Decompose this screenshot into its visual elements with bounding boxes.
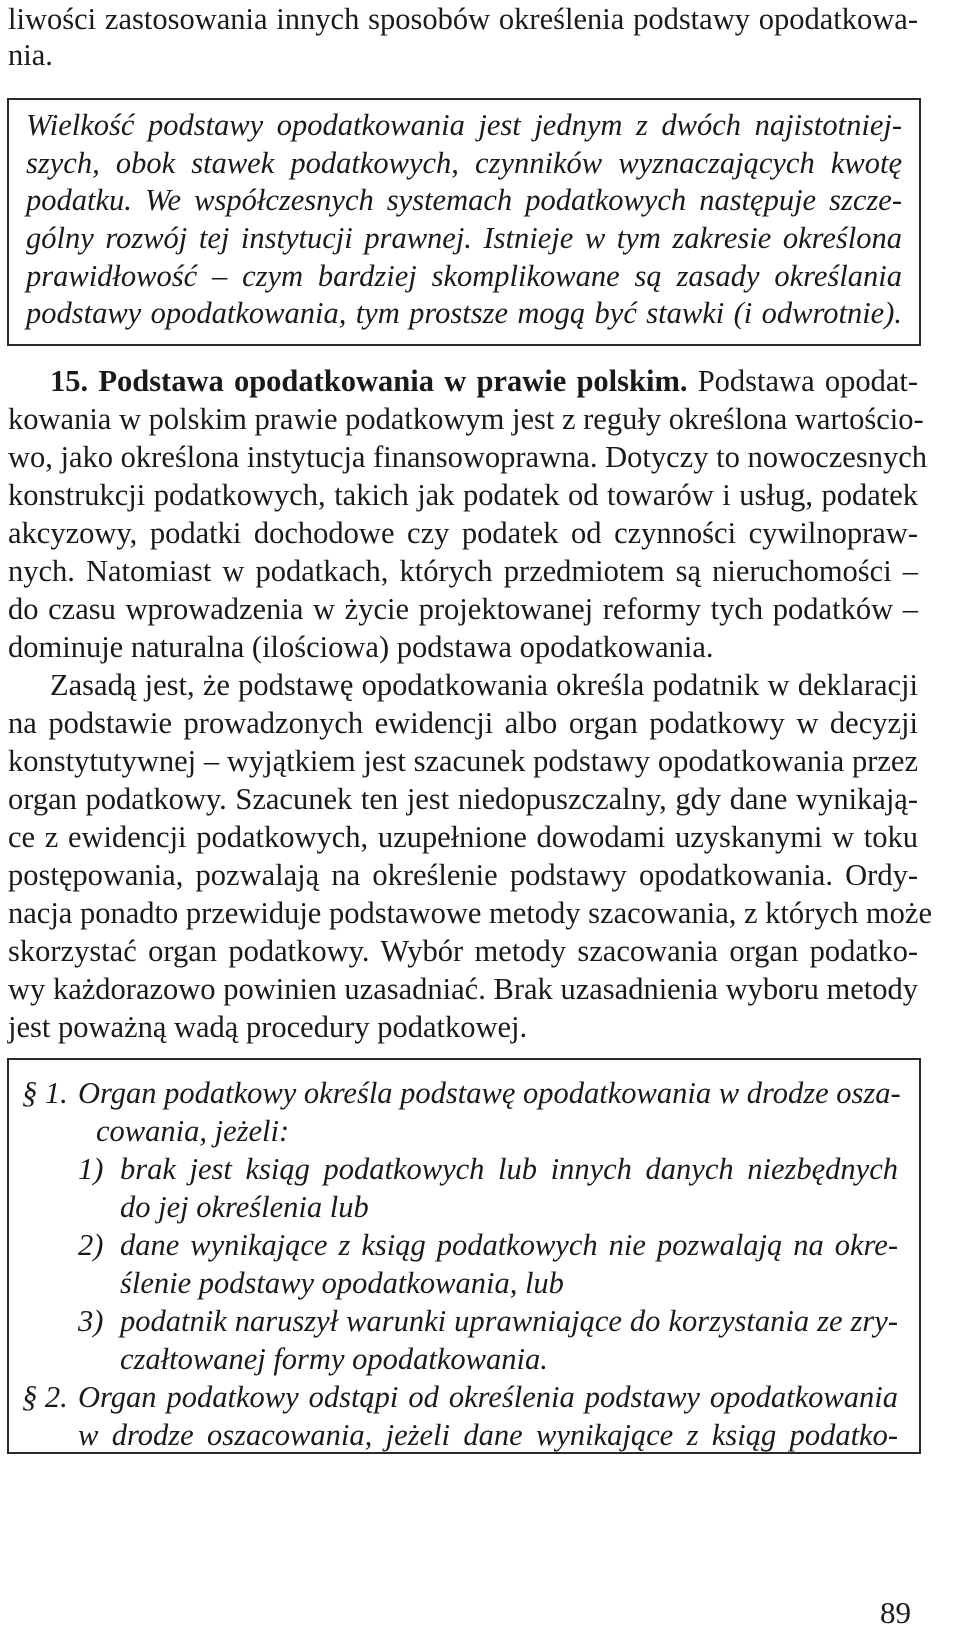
box-line: szych, obok stawek podatkowych, czynników wyznaczających kwotę [26, 146, 902, 180]
section-15-first-line [50, 362, 918, 400]
intro-line: nia. [8, 38, 53, 72]
body-line: konstytutywnej – wyjątkiem jest szacunek podstawy opodatkowania przez [8, 744, 918, 778]
list-number: 2) [78, 1228, 104, 1262]
box-line: prawidłowość – czym bardziej skomplikowane są zasady określania [26, 259, 902, 293]
body-line: akcyzowy, podatki dochodowe czy podatek od czynności cywilnopraw- [8, 516, 918, 550]
legal-line: Organ podatkowy określa podstawę opodatkowania w drodze osza- [78, 1076, 901, 1110]
legal-line: Organ podatkowy odstąpi od określenia podstawy opodatkowania [78, 1380, 898, 1414]
legal-line: do jej określenia lub [120, 1190, 369, 1224]
section-text: Podstawa opodat- [687, 364, 919, 398]
legal-line: podatnik naruszył warunki uprawniające do korzystania ze zry- [120, 1304, 898, 1338]
page-number: 89 [880, 1595, 911, 1630]
body-line: kowania w polskim prawie podatkowym jest z reguły określona wartościo- [8, 402, 924, 436]
box-line: podstawy opodatkowania, tym prostsze mogą być stawki (i odwrotnie). [26, 296, 902, 330]
body-line: ce z ewidencji podatkowych, uzupełnione dowodami uzyskanymi w toku [8, 820, 918, 854]
body-line: dominuje naturalna (ilościowa) podstawa opodatkowania. [8, 630, 714, 664]
body-line: konstrukcji podatkowych, takich jak podatek od towarów i usług, podatek [8, 478, 918, 512]
legal-line: brak jest ksiąg podatkowych lub innych danych niezbędnych [120, 1152, 898, 1186]
body-line: jest poważną wadą procedury podatkowej. [8, 1010, 528, 1044]
paragraph-marker: § 1. [22, 1076, 68, 1110]
legal-line: w drodze oszacowania, jeżeli dane wynikające z ksiąg podatko- [78, 1418, 898, 1452]
body-line: do czasu wprowadzenia w życie projektowanej reformy tych podatków – [8, 592, 918, 626]
paragraph-marker: § 2. [22, 1380, 68, 1414]
box-line: Wielkość podstawy opodatkowania jest jednym z dwóch najistotniej- [26, 108, 902, 142]
legal-line: czałtowanej formy opodatkowania. [120, 1342, 548, 1376]
body-line: postępowania, pozwalają na określenie podstawy opodatkowania. Ordy- [8, 858, 918, 892]
body-line: Zasadą jest, że podstawę opodatkowania określa podatnik w deklaracji [50, 668, 918, 702]
list-number: 1) [78, 1152, 104, 1186]
body-line: nacja ponadto przewiduje podstawowe metody szacowania, z których może [8, 896, 932, 930]
body-line: wo, jako określona instytucja finansowoprawna. Dotyczy to nowoczesnych [8, 440, 927, 474]
legal-line: dane wynikające z ksiąg podatkowych nie pozwalają na okre- [120, 1228, 898, 1262]
intro-line: liwości zastosowania innych sposobów określenia podstawy opodatkowa- [8, 2, 918, 36]
body-line: organ podatkowy. Szacunek ten jest niedopuszczalny, gdy dane wynikają- [8, 782, 918, 816]
body-line: skorzystać organ podatkowy. Wybór metody szacowania organ podatko- [8, 934, 918, 968]
list-number: 3) [78, 1304, 104, 1338]
box-line: podatku. We współczesnych systemach podatkowych następuje szcze- [26, 183, 902, 217]
box-line: gólny rozwój tej instytucji prawnej. Istnieje w tym zakresie określona [26, 221, 902, 255]
section-heading: 15. Podstawa opodatkowania w prawie polskim. [50, 364, 688, 398]
body-line: nych. Natomiast w podatkach, których przedmiotem są nieruchomości – [8, 554, 918, 588]
body-line: wy każdorazowo powinien uzasadniać. Brak uzasadnienia wyboru metody [8, 972, 918, 1006]
body-line: na podstawie prowadzonych ewidencji albo organ podatkowy w decyzji [8, 706, 918, 740]
legal-line: cowania, jeżeli: [96, 1114, 290, 1148]
legal-line: ślenie podstawy opodatkowania, lub [120, 1266, 564, 1300]
